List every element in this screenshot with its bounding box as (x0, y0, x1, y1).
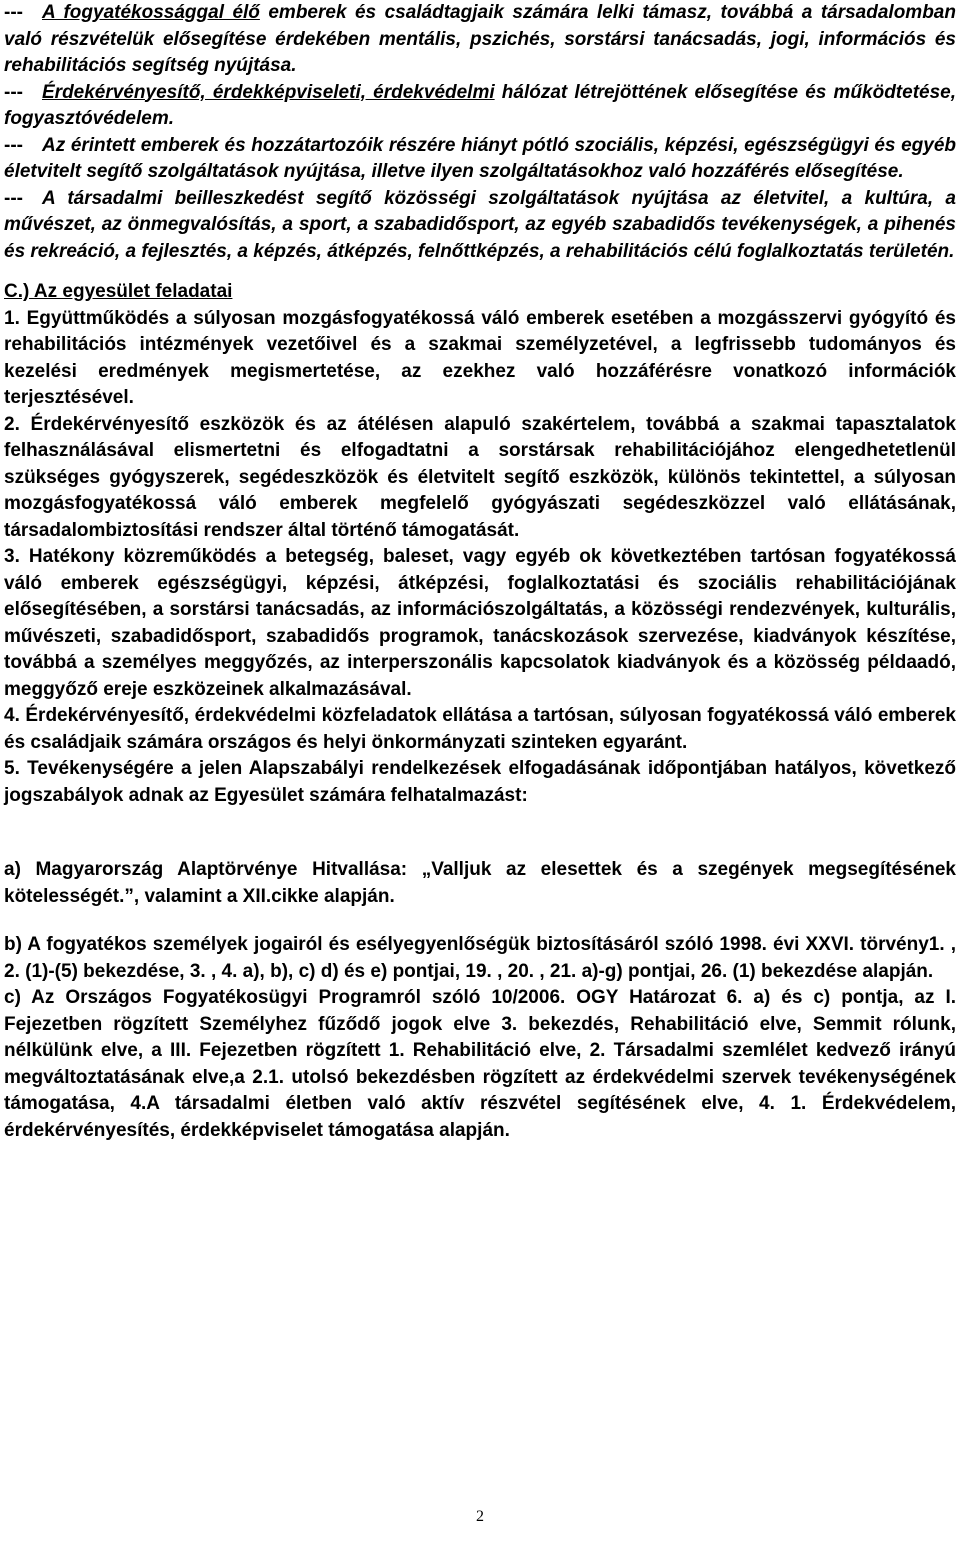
legal-basis-b: b) A fogyatékos személyek jogairól és esélyegyenlőségük biztosításáról szóló 1998. évi XXVI. törvény1. , 2. (1)-(5) bekezdése, 3. , 4. a), b), c) d) és e) pontjai, 19. , 20. , 21. a)-g) pontjai, 26. (1) bekezdése alapján. (4, 934, 956, 982)
task-item-5: 5. Tevékenységére a jelen Alapszabályi rendelkezések elfogadásának időpontjában hatályos, következő jogszabályok adnak az Egyesület számára felhatalmazást: (4, 758, 956, 806)
bullet-dash: --- (4, 2, 23, 23)
bullet-link-2[interactable]: Érdekérvényesítő, érdekképviseleti, érdekvédelmi (42, 81, 495, 103)
bullet-item-2 (4, 80, 956, 133)
bullet-link-1[interactable]: A fogyatékossággal élő (42, 2, 260, 23)
bullet-dash: --- (4, 134, 23, 156)
bullet-dash: --- (4, 187, 23, 209)
legal-basis-a: a) Magyarország Alaptörvénye Hitvallása: „Valljuk az elesettek és a szegények megsegítésének kötelességét.”, valamint a XII.cikke alapján. (4, 859, 956, 907)
task-item-3: 3. Hatékony közreműködés a betegség, baleset, vagy egyéb ok következtében tartósan fogyatékossá váló emberek egészségügyi, képzési, átképzési, foglalkoztatási és szociális rehabilitációjának elősegítésében, a sorstársi tanácsadás, az információszolgáltatás, a közösségi rendezvények, kulturális, művészeti, szabadidősport, szabadidős programok, tanácskozások szervezése, kiadványok készítése, továbbá a személyes meggyőzés, az interperszonális kapcsolatok kiadványok és a közösség példaadó, meggyőző ereje eszközeinek alkalmazásával. (4, 546, 956, 700)
task-item-2: 2. Érdekérvényesítő eszközök és az átélésen alapuló szakértelem, továbbá a szakmai tapasztalatok felhasználásával elismertetni és elfogadtatni a sorstársak rehabilitációjához elengedhetetlenül szükséges gyógyszerek, segédeszközök és életvitelt segítő eszközök, különös tekintettel, a súlyosan mozgásfogyatékossá váló emberek megfelelő gyógyászati segédeszközzel való ellátásának, társadalombiztosítási rendszer által történő támogatását. (4, 413, 956, 541)
bullet-item-1 (4, 0, 956, 80)
section-heading (4, 279, 956, 306)
bullet-text-3: Az érintett emberek és hozzátartozóik részére hiányt pótló szociális, képzési, egészségügyi és egyéb életvitelt segítő szolgáltatások nyújtása, illetve ilyen szolgáltatásokhoz való hozzáférés elősegítése. (4, 134, 956, 182)
bullet-dash: --- (4, 81, 23, 103)
bullet-text-4: A társadalmi beilleszkedést segítő közösségi szolgáltatások nyújtása az életvitel, a kultúra, a művészet, az önmegvalósítás, a sport, a szabadidősport, az egyéb szabadidős tevékenységek, a pihenés és rekreáció, a fejlesztés, a képzés, átképzés, felnőttképzés, a rehabilitációs célú foglalkoztatás területén. (4, 187, 956, 262)
bullet-text-1: emberek és családtagjaik számára lelki támasz, továbbá a társadalomban való részvételük elősegítése érdekében mentális, pszichés, sorstársi tanácsadás, jogi, információs és rehabilitációs segítség nyújtása. (4, 2, 956, 76)
section-heading-text: C.) Az egyesület feladatai (4, 281, 233, 302)
bullet-item-3 (4, 133, 956, 186)
page-number: 2 (476, 1508, 484, 1525)
document-page (4, 0, 956, 1144)
task-item-4: 4. Érdekérvényesítő, érdekvédelmi közfeladatok ellátása a tartósan, súlyosan fogyatékossá váló emberek és családjaik számára országos és helyi önkormányzati szinteken egyaránt. (4, 705, 956, 753)
legal-basis-c: c) Az Országos Fogyatékosügyi Programról szóló 10/2006. OGY Határozat 6. a) és c) pontja, az I. Fejezetben rögzített Személyhez fűződő jogok elve 3. bekezdés, Rehabilitáció elve, Semmit rólunk, nélkülünk elve, a III. Fejezetben rögzített 1. Rehabilitáció elve, 2. Társadalmi szemlélet kedvező irányú megváltoztatásának elve,a 2.1. utolsó bekezdésben rögzített az érdekvédelmi szervek tevékenységének támogatása, 4.A társadalmi életben való aktív részvétel segítésének elve, 4. 1. Érdekvédelem, érdekérvényesítés, érdekképviselet támogatása alapján. (4, 987, 956, 1141)
bullet-item-4 (4, 186, 956, 266)
task-item-1: 1. Együttműködés a súlyosan mozgásfogyatékossá váló emberek esetében a mozgásszervi gyógyító és rehabilitációs intézmények vezetőivel és a szakmai személyzetével, a legfrissebb tudományos és kezelési eredmények megismertetése, az ezekhez való hozzáférésre vonatkozó információk terjesztésével. (4, 307, 956, 408)
bullet-text-2: hálózat létrejöttének elősegítése és működtetése, fogyasztóvédelem. (4, 81, 956, 129)
